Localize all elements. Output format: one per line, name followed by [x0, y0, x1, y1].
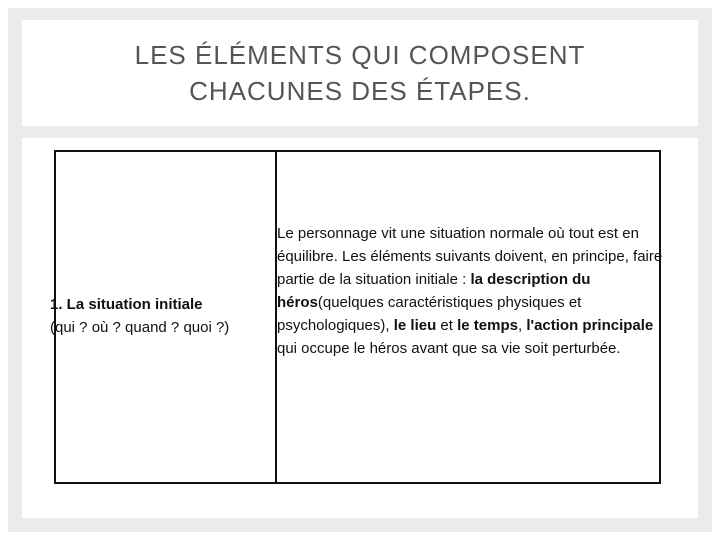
- description-text-3: et: [436, 317, 458, 334]
- title-box: [22, 20, 698, 126]
- table-cell-right: [277, 152, 663, 482]
- slide-title-line-1: LES ÉLÉMENTS QUI COMPOSENT: [134, 40, 586, 70]
- description-bold-2: le lieu: [393, 317, 437, 334]
- stage-description: [277, 222, 663, 360]
- stage-heading: 1. La situation initiale: [50, 296, 203, 313]
- description-bold-4: l'action principale: [526, 317, 654, 334]
- description-bold-1: la description du héros: [277, 271, 591, 311]
- description-text-5: qui occupe le héros avant que sa vie soit perturbée.: [277, 340, 621, 357]
- description-text-2: (quelques caractéristiques physiques et psychologiques),: [277, 294, 582, 334]
- table-cell-left: [50, 152, 277, 482]
- left-cell-text: [50, 293, 290, 339]
- description-bold-3: le temps: [457, 317, 518, 334]
- description-text-1: Le personnage vit une situation normale où tout est en équilibre. Les éléments suivants doivent, en principe, faire partie de la situation initiale :: [277, 225, 663, 288]
- description-text-4: ,: [517, 317, 527, 334]
- content-table: [50, 150, 663, 484]
- slide-title-line-2: CHACUNES DES ÉTAPES.: [189, 76, 531, 106]
- stage-questions: (qui ? où ? quand ? quoi ?): [50, 319, 230, 336]
